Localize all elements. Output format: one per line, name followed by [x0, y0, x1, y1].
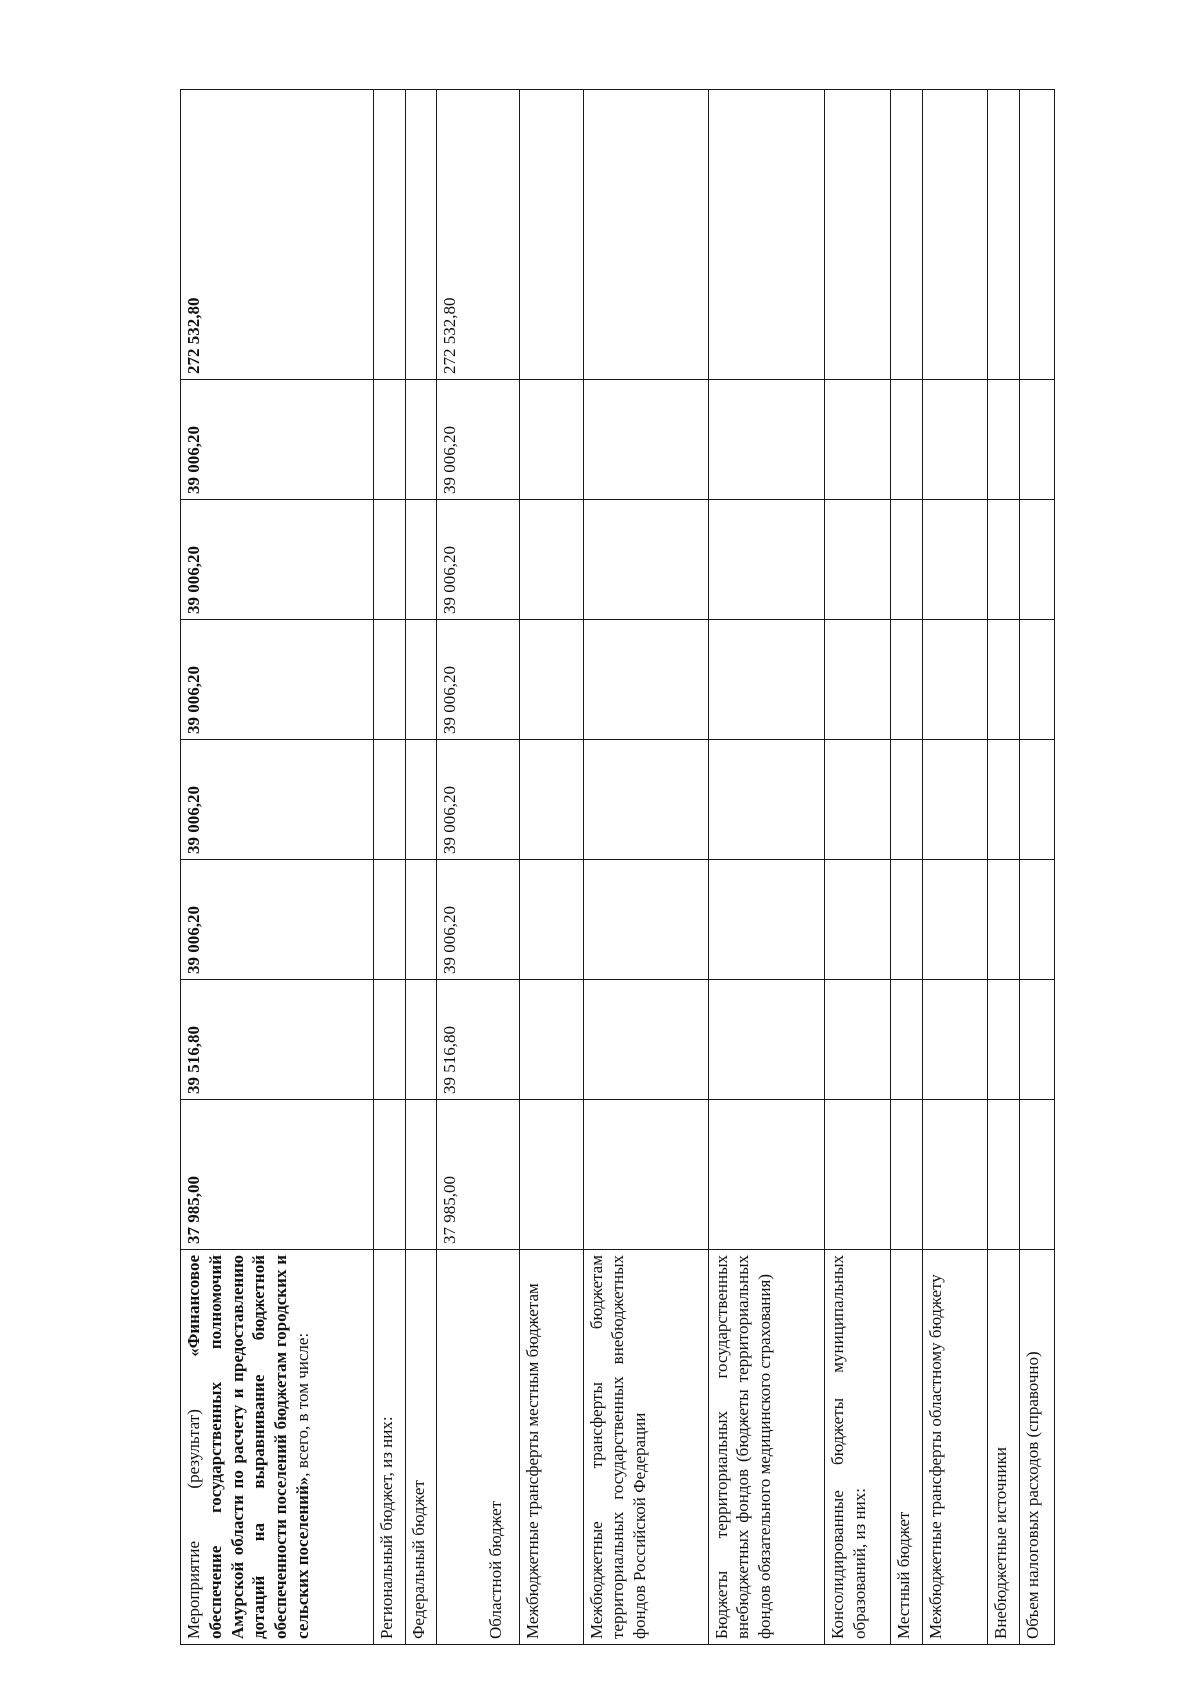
value-cell [708, 980, 825, 1100]
value-cell [405, 500, 437, 620]
value-cell [708, 90, 825, 380]
row-label: Межбюджетные трансферты бюджетам территориальных государственных внебюджетных фондов Российской Федерации [583, 1250, 708, 1645]
value-cell [583, 860, 708, 980]
value-cell [922, 980, 988, 1100]
value-cell [825, 740, 891, 860]
value-cell [583, 90, 708, 380]
budget-table [180, 89, 1055, 1645]
value-cell [922, 860, 988, 980]
value-cell [825, 980, 891, 1100]
row-label: Региональный бюджет, из них: [373, 1250, 405, 1645]
table-row [405, 90, 437, 1645]
value-cell: 272 532,80 [181, 90, 374, 380]
value-cell [373, 90, 405, 380]
value-cell: 39 006,20 [181, 740, 374, 860]
value-cell [519, 740, 583, 860]
value-cell [583, 740, 708, 860]
value-cell [373, 1100, 405, 1250]
value-cell [1019, 1100, 1054, 1250]
value-cell [1019, 500, 1054, 620]
table-row [988, 90, 1020, 1645]
value-cell [825, 620, 891, 740]
value-cell [1019, 860, 1054, 980]
value-cell [373, 860, 405, 980]
value-cell [922, 1100, 988, 1250]
value-cell [519, 620, 583, 740]
value-cell [890, 980, 922, 1100]
table-row [890, 90, 922, 1645]
value-cell [988, 500, 1020, 620]
value-cell [708, 500, 825, 620]
value-cell: 39 006,20 [437, 740, 520, 860]
value-cell [988, 1100, 1020, 1250]
table-row [373, 90, 405, 1645]
rotated-page [180, 90, 1055, 1645]
value-cell [922, 500, 988, 620]
value-cell [405, 980, 437, 1100]
value-cell [825, 500, 891, 620]
row-label-total [181, 1250, 374, 1645]
value-cell: 39 006,20 [437, 380, 520, 500]
value-cell [1019, 980, 1054, 1100]
row-label: Внебюджетные источники [988, 1250, 1020, 1645]
value-cell [1019, 740, 1054, 860]
value-cell [373, 620, 405, 740]
value-cell [405, 740, 437, 860]
value-cell [373, 380, 405, 500]
value-cell [988, 740, 1020, 860]
row-label: Областной бюджет [437, 1250, 520, 1645]
row-label: Федеральный бюджет [405, 1250, 437, 1645]
value-cell [583, 1100, 708, 1250]
value-cell [519, 380, 583, 500]
value-cell [708, 620, 825, 740]
row-label: Бюджеты территориальных государственных внебюджетных фондов (бюджеты территориальных фондов обязательного медицинского страхования) [708, 1250, 825, 1645]
value-cell [583, 620, 708, 740]
value-cell: 39 006,20 [181, 620, 374, 740]
value-cell: 37 985,00 [437, 1100, 520, 1250]
value-cell [890, 740, 922, 860]
value-cell [373, 980, 405, 1100]
table-row [825, 90, 891, 1645]
value-cell [825, 380, 891, 500]
value-cell [405, 90, 437, 380]
label-prefix: Мероприятие (результат) [184, 1356, 203, 1639]
value-cell [890, 500, 922, 620]
value-cell [988, 380, 1020, 500]
table-row [583, 90, 708, 1645]
value-cell [373, 740, 405, 860]
value-cell [1019, 620, 1054, 740]
value-cell: 39 006,20 [181, 500, 374, 620]
row-label: Объем налоговых расходов (справочно) [1019, 1250, 1054, 1645]
value-cell [708, 1100, 825, 1250]
value-cell [825, 1100, 891, 1250]
value-cell [519, 500, 583, 620]
value-cell: 39 516,80 [437, 980, 520, 1100]
value-cell [890, 860, 922, 980]
value-cell [988, 620, 1020, 740]
value-cell [890, 620, 922, 740]
value-cell [988, 860, 1020, 980]
value-cell [519, 90, 583, 380]
row-label: Местный бюджет [890, 1250, 922, 1645]
value-cell [890, 1100, 922, 1250]
value-cell [922, 740, 988, 860]
value-cell: 39 006,20 [181, 860, 374, 980]
label-title: «Финансовое обеспечение государственных полномочий Амурской области по расчету и предоставлению дотаций на выравнивание бюджетной обеспеченности поселений бюджетам городских и сельских поселений» [184, 1255, 312, 1639]
row-label: Консолидированные бюджеты муниципальных образований, из них: [825, 1250, 891, 1645]
value-cell [1019, 90, 1054, 380]
value-cell [708, 380, 825, 500]
table-row [708, 90, 825, 1645]
value-cell: 37 985,00 [181, 1100, 374, 1250]
value-cell [825, 860, 891, 980]
value-cell: 39 006,20 [437, 860, 520, 980]
label-suffix: , всего, в том числе: [292, 1332, 312, 1477]
table-row [437, 90, 520, 1645]
value-cell [405, 380, 437, 500]
value-cell [825, 90, 891, 380]
value-cell [373, 500, 405, 620]
value-cell [405, 860, 437, 980]
value-cell [1019, 380, 1054, 500]
value-cell [519, 980, 583, 1100]
value-cell [519, 860, 583, 980]
value-cell [988, 90, 1020, 380]
value-cell [583, 380, 708, 500]
table-row-total [181, 90, 374, 1645]
value-cell: 39 006,20 [437, 620, 520, 740]
row-label: Межбюджетные трансферты областному бюджету [922, 1250, 988, 1645]
value-cell [405, 1100, 437, 1250]
value-cell [583, 500, 708, 620]
table-row [922, 90, 988, 1645]
value-cell: 39 006,20 [437, 500, 520, 620]
value-cell [519, 1100, 583, 1250]
table-row [1019, 90, 1054, 1645]
value-cell [708, 860, 825, 980]
value-cell: 272 532,80 [437, 90, 520, 380]
value-cell [988, 980, 1020, 1100]
value-cell [405, 620, 437, 740]
value-cell: 39 006,20 [181, 380, 374, 500]
row-label: Межбюджетные трансферты местным бюджетам [519, 1250, 583, 1645]
value-cell [890, 380, 922, 500]
table-row [519, 90, 583, 1645]
value-cell: 39 516,80 [181, 980, 374, 1100]
value-cell [922, 90, 988, 380]
value-cell [890, 90, 922, 380]
value-cell [922, 620, 988, 740]
value-cell [583, 980, 708, 1100]
value-cell [922, 380, 988, 500]
value-cell [708, 740, 825, 860]
